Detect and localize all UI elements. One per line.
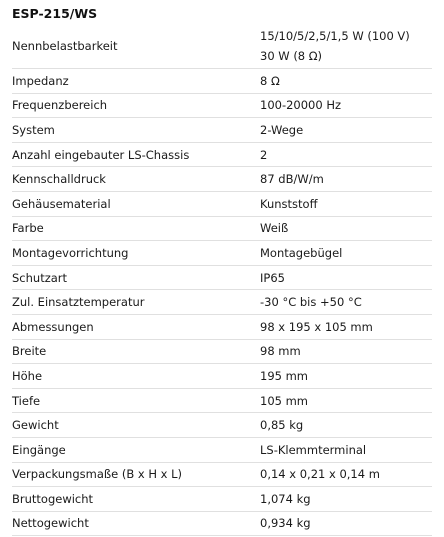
spec-value-cell	[260, 487, 432, 512]
spec-value-cell	[260, 167, 432, 192]
spec-row	[12, 241, 432, 266]
spec-label: Schutzart	[12, 265, 260, 290]
spec-label: Verpackungsmaße (B x H x L)	[12, 462, 260, 487]
spec-row	[12, 462, 432, 487]
spec-value-cell	[260, 388, 432, 413]
spec-value-cell	[260, 216, 432, 241]
spec-table-body	[12, 24, 432, 536]
spec-value-cell	[260, 265, 432, 290]
spec-value: 8 Ω	[260, 73, 280, 88]
spec-value-cell	[260, 364, 432, 389]
spec-value-cell	[260, 24, 432, 69]
spec-label: Gehäusematerial	[12, 191, 260, 216]
spec-table	[12, 24, 432, 536]
spec-value: 0,14 x 0,21 x 0,14 m	[260, 467, 380, 482]
spec-label: Anzahl eingebauter LS-Chassis	[12, 142, 260, 167]
spec-value: 105 mm	[260, 393, 309, 408]
spec-value-cell	[260, 314, 432, 339]
spec-value: 87 dB/W/m	[260, 172, 324, 187]
spec-value: 15/10/5/2,5/1,5 W (100 V)	[260, 29, 410, 43]
spec-row	[12, 142, 432, 167]
spec-row	[12, 118, 432, 143]
spec-label: Eingänge	[12, 437, 260, 462]
spec-value: 98 x 195 x 105 mm	[260, 319, 373, 334]
spec-value-cell	[260, 462, 432, 487]
spec-row	[12, 24, 432, 69]
spec-value: Weiß	[260, 221, 289, 236]
spec-value: 1,074 kg	[260, 491, 311, 506]
spec-label: Bruttogewicht	[12, 487, 260, 512]
spec-value-cell	[260, 339, 432, 364]
spec-row	[12, 413, 432, 438]
spec-row	[12, 314, 432, 339]
spec-value: 0,934 kg	[260, 516, 311, 531]
spec-value: IP65	[260, 270, 285, 285]
spec-row	[12, 69, 432, 94]
spec-row	[12, 364, 432, 389]
spec-value-cell	[260, 241, 432, 266]
spec-label: Farbe	[12, 216, 260, 241]
spec-row	[12, 290, 432, 315]
spec-value: Kunststoff	[260, 196, 318, 211]
spec-label: Tiefe	[12, 388, 260, 413]
spec-label: Kennschalldruck	[12, 167, 260, 192]
spec-value: 0,85 kg	[260, 418, 304, 433]
spec-label: System	[12, 118, 260, 143]
spec-row	[12, 167, 432, 192]
spec-label: Nennbelastbarkeit	[12, 24, 260, 69]
spec-value: 30 W (8 Ω)	[260, 49, 323, 63]
spec-value-cell	[260, 191, 432, 216]
spec-row	[12, 487, 432, 512]
spec-label: Zul. Einsatztemperatur	[12, 290, 260, 315]
spec-value-cell	[260, 413, 432, 438]
spec-row	[12, 388, 432, 413]
spec-value: 100-20000 Hz	[260, 98, 342, 113]
spec-label: Gewicht	[12, 413, 260, 438]
spec-value: -30 °C bis +50 °C	[260, 295, 362, 310]
spec-value: 98 mm	[260, 344, 301, 359]
spec-value: Montagebügel	[260, 245, 343, 260]
spec-value-cell	[260, 93, 432, 118]
spec-label: Abmessungen	[12, 314, 260, 339]
spec-label: Impedanz	[12, 69, 260, 94]
product-title: ESP-215/WS	[12, 6, 98, 21]
spec-value-cell	[260, 118, 432, 143]
spec-row	[12, 93, 432, 118]
spec-row	[12, 339, 432, 364]
spec-value-cell	[260, 69, 432, 94]
spec-value: LS-Klemmterminal	[260, 442, 367, 457]
spec-value-cell	[260, 142, 432, 167]
spec-row	[12, 511, 432, 536]
spec-value-cell	[260, 290, 432, 315]
spec-value-cell	[260, 437, 432, 462]
spec-value: 2	[260, 147, 268, 162]
spec-row	[12, 191, 432, 216]
spec-value-cell	[260, 511, 432, 536]
spec-row	[12, 265, 432, 290]
spec-row	[12, 437, 432, 462]
spec-value: 195 mm	[260, 368, 309, 383]
spec-label: Breite	[12, 339, 260, 364]
spec-row	[12, 216, 432, 241]
spec-label: Höhe	[12, 364, 260, 389]
spec-label: Nettogewicht	[12, 511, 260, 536]
spec-label: Frequenzbereich	[12, 93, 260, 118]
spec-value: 2-Wege	[260, 122, 304, 137]
spec-label: Montagevorrichtung	[12, 241, 260, 266]
